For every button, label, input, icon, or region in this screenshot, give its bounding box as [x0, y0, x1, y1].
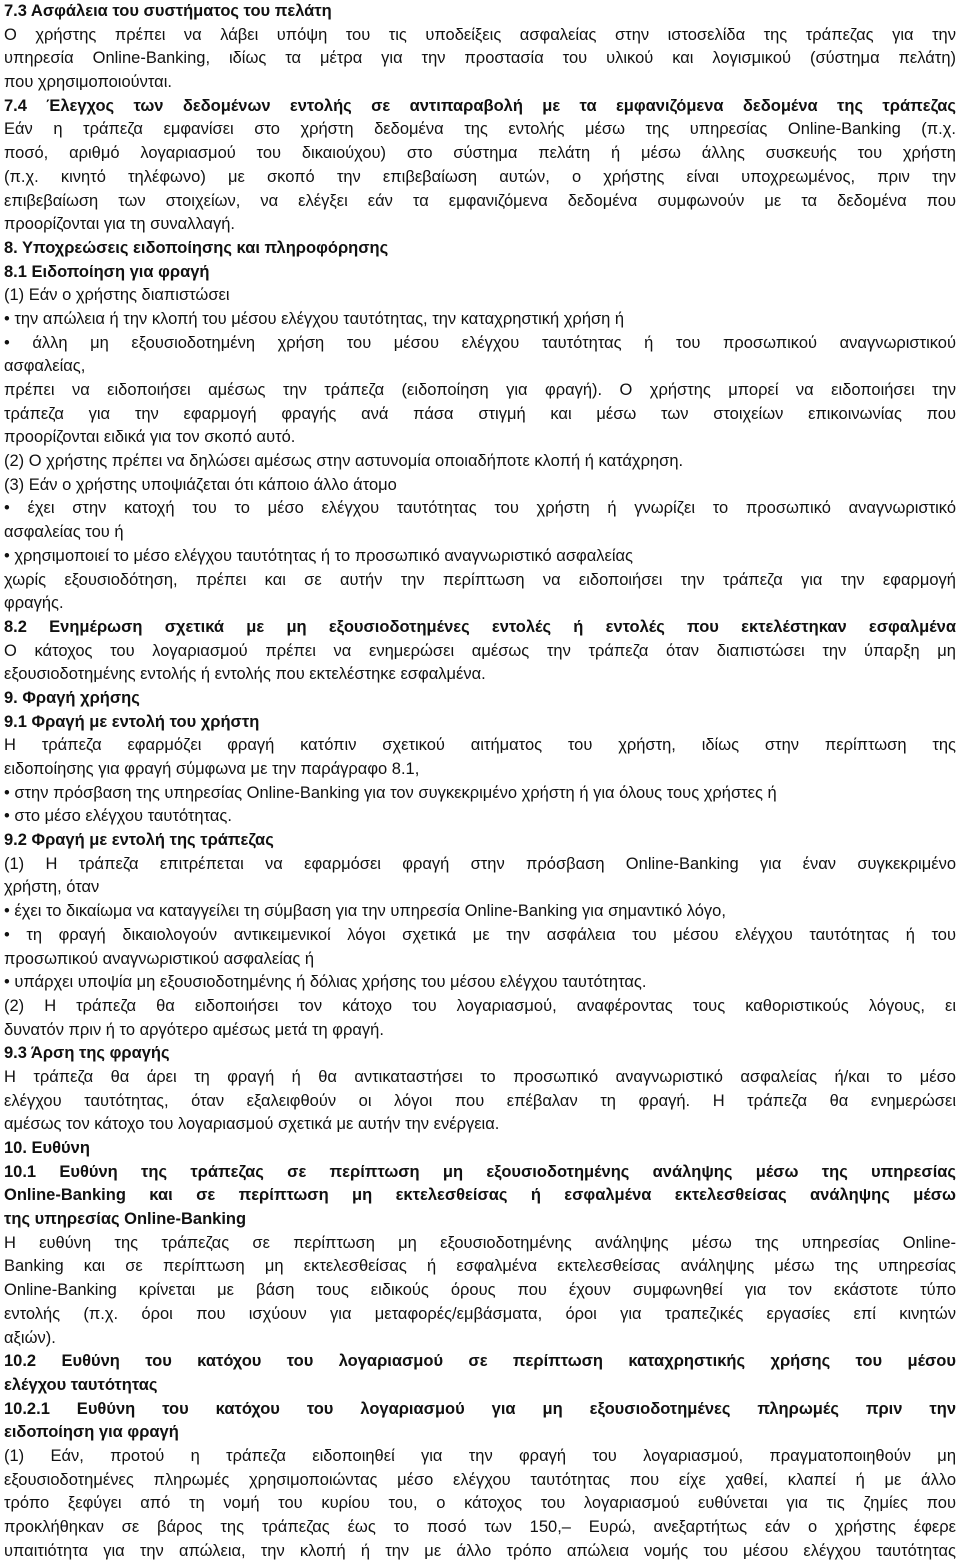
section-heading-line: 7.3 Ασφάλεια του συστήματος του πελάτη — [4, 2, 332, 20]
section-heading-line: Online-Banking και σε περίπτωση μη εκτελεσθείσας ή εσφαλμένα εκτελεσθείσας ανάληψης μέσω — [4, 1186, 956, 1205]
body-text-line: προορίζονται ειδικά για τον σκοπό αυτό. — [4, 428, 296, 447]
section-heading-line: 8. Υποχρεώσεις ειδοποίησης και πληροφόρησης — [4, 238, 389, 257]
body-text-line: που χρησιμοποιούνται. — [4, 73, 172, 92]
body-text-line: (1) Η τράπεζα επιτρέπεται να εφαρμόσει φραγή στην πρόσβαση Online-Banking για έναν συγκεκριμένο — [4, 854, 956, 873]
body-text-line: τρόπο ξεφύγει από τη νομή του κυρίου του, ο κάτοχος του λογαριασμού ευθύνεται για τις ζημίες που — [4, 1494, 956, 1513]
section-heading-line: 8.1 Ειδοποίηση για φραγή — [4, 262, 210, 281]
section-heading-line: 10.2.1 Ευθύνη του κατόχου του λογαριασμού για μη εξουσιοδοτημένες πληρωμές πριν την — [4, 1399, 956, 1418]
body-text-line: Online-Banking κρίνεται με βάση τους ειδικούς όρους που έχουν συμφωνηθεί για τον εκάστοτε τύπο — [4, 1281, 956, 1300]
body-text-line: ειδοποίησης για φραγή σύμφωνα με την παράγραφο 8.1, — [4, 760, 420, 778]
body-text-line: επιβεβαίωση των στοιχείων, να ελέγξει εάν τα εμφανιζόμενα δεδομένα συμφωνούν με τα δεδομένα που — [4, 191, 956, 210]
body-text-line: (1) Εάν ο χρήστης διαπιστώσει — [4, 286, 230, 305]
body-text-line: Banking και σε περίπτωση μη εκτελεσθείσας ή εσφαλμένα εκτελεσθείσας ανάληψης μέσω της υπηρεσίας — [4, 1257, 956, 1276]
body-text-line: υπαιτιότητα για την απώλεια, την κλοπή ή την με άλλο τρόπο απώλεια νομής του μέσου ελέγχου ταυτότητας — [4, 1541, 956, 1560]
section-heading-line: 10.2 Ευθύνη του κατόχου του λογαριασμού σε περίπτωση καταχρηστικής χρήσης του μέσου — [4, 1352, 956, 1371]
body-text-line: εξουσιοδοτημένες πληρωμές χρησιμοποιώντας μέσο ελέγχου ταυτότητας που είχε χαθεί, κλαπεί ή με άλλο — [4, 1470, 956, 1489]
body-text-line: Η τράπεζα εφαρμόζει φραγή κατόπιν σχετικού αιτήματος του χρήστη, ιδίως στην περίπτωση της — [4, 736, 956, 755]
body-text-line: προσωπικού αναγνωριστικού ασφαλείας ή — [4, 949, 315, 968]
body-text-line: Ο χρήστης πρέπει να λάβει υπόψη του τις υποδείξεις ασφαλείας στην ιστοσελίδα της τράπεζας για την — [4, 25, 956, 44]
section-heading-line: ειδοποίηση για φραγή — [4, 1423, 179, 1442]
body-text-line: δυνατόν πριν ή το αργότερο αμέσως μετά τη φραγή. — [4, 1020, 384, 1039]
body-text-line: τράπεζα για την εφαρμογή φραγής ανά πάσα στιγμή και μέσω των στοιχείων επικοινωνίας που — [4, 404, 956, 423]
body-text-line: ελέγχου ταυτότητας, όταν εξαλειφθούν οι λόγοι που επέβαλαν τη φραγή. Η τράπεζα θα ενημερώσει — [4, 1091, 956, 1110]
body-text-line: ασφαλείας του ή — [4, 523, 124, 542]
body-text-line: • υπάρχει υποψία μη εξουσιοδοτημένης ή δόλιας χρήσης του μέσου ελέγχου ταυτότητας. — [4, 973, 647, 992]
body-text-line: ποσό, αριθμό λογαριασμού του δικαιούχου) στο σύστημα πελάτη ή μέσω άλλης συσκευής του χρήστη — [4, 144, 956, 163]
body-text-line: • τη φραγή δικαιολογούν αντικειμενικοί λόγοι σχετικά με την ασφάλεια του μέσου ελέγχου ταυτότητας ή του — [4, 925, 956, 944]
body-text-line: • στην πρόσβαση της υπηρεσίας Online-Banking για τον συγκεκριμένο χρήστη ή για όλους τους χρήστες ή — [4, 783, 777, 802]
section-heading-line: 9.1 Φραγή με εντολή του χρήστη — [4, 712, 260, 731]
body-text-line: αξιών). — [4, 1328, 56, 1347]
section-heading-line: 7.4 Έλεγχος των δεδομένων εντολής σε αντιπαραβολή με τα εμφανιζόμενα δεδομένα της τράπεζας — [4, 96, 956, 115]
body-text-line: πρέπει να ειδοποιήσει αμέσως την τράπεζα (ειδοποίηση για φραγή). Ο χρήστης μπορεί να ειδοποιήσει την — [4, 381, 956, 399]
body-text-line: υπηρεσία Online-Banking, ιδίως τα μέτρα για την προστασία του υλικού και λογισμικού (σύστημα πελάτη) — [4, 49, 956, 68]
body-text-line: προκλήθηκαν σε βάρος της τράπεζας έως το ποσό των 150,– Ευρώ, ανεξαρτήτως εάν ο χρήστης έφερε — [4, 1518, 956, 1536]
body-text-line: • έχει στην κατοχή του το μέσο ελέγχου ταυτότητας του χρήστη ή γνωρίζει το προσωπικό αναγνωριστικό — [4, 499, 956, 518]
body-text-line: προορίζονται για τη συναλλαγή. — [4, 215, 235, 234]
section-heading-line: 8.2 Ενημέρωση σχετικά με μη εξουσιοδοτημένες εντολές ή εντολές που εκτελέστηκαν εσφαλμένα — [4, 617, 956, 636]
body-text-line: Εάν η τράπεζα εμφανίσει στο χρήστη δεδομένα της εντολής μέσω της υπηρεσίας Online-Banking (π.χ. — [4, 120, 956, 139]
section-heading-line: 9.2 Φραγή με εντολή της τράπεζας — [4, 831, 274, 850]
body-text-line: φραγής. — [4, 594, 64, 613]
body-text-line: Η τράπεζα θα άρει τη φραγή ή θα αντικαταστήσει το προσωπικό αναγνωριστικό ασφαλείας ή/και το μέσο — [4, 1067, 956, 1086]
body-text-line: • χρησιμοποιεί το μέσο ελέγχου ταυτότητας ή το προσωπικό αναγνωριστικό ασφαλείας — [4, 546, 634, 565]
body-text-line: χωρίς εξουσιοδότηση, πρέπει και σε αυτήν την περίπτωση να ειδοποιήσει την τράπεζα για την εφαρμογή — [4, 570, 956, 589]
body-text-line: (2) Η τράπεζα θα ειδοποιήσει τον κάτοχο του λογαριασμού, αναφέροντας τους καθοριστικούς λόγους, ει — [4, 996, 956, 1015]
section-heading-line: 10.1 Ευθύνη της τράπεζας σε περίπτωση μη εξουσιοδοτημένης ανάληψης μέσω της υπηρεσίας — [4, 1162, 956, 1181]
body-text-line: Η ευθύνη της τράπεζας σε περίπτωση μη εξουσιοδοτημένης ανάληψης μέσω της υπηρεσίας Online- — [4, 1233, 956, 1252]
body-text-line: • άλλη μη εξουσιοδοτημένη χρήση του μέσου ελέγχου ταυτότητας ή του προσωπικού αναγνωριστικού — [4, 333, 956, 352]
body-text-line: αμέσως τον κάτοχο του λογαριασμού σχετικά με αυτήν την ενέργεια. — [4, 1115, 500, 1134]
body-text-line: • στο μέσο ελέγχου ταυτότητας. — [4, 807, 232, 826]
body-text-line: Ο κάτοχος του λογαριασμού πρέπει να ενημερώσει αμέσως την τράπεζα όταν διαπιστώσει την ύπαρξη μη — [4, 641, 956, 660]
body-text-line: εξουσιοδοτημένης εντολής ή εντολής που εκτελέστηκε εσφαλμένα. — [4, 665, 486, 684]
body-text-line: (2) Ο χρήστης πρέπει να δηλώσει αμέσως στην αστυνομία οποιαδήποτε κλοπή ή κατάχρηση. — [4, 452, 684, 471]
body-text-line: • έχει το δικαίωμα να καταγγείλει τη σύμβαση για την υπηρεσία Online-Banking για σημαντικό λόγο, — [4, 902, 726, 921]
body-text-line: (3) Εάν ο χρήστης υποψιάζεται ότι κάποιο άλλο άτομο — [4, 475, 397, 494]
body-text-line: (π.χ. κινητό τηλέφωνο) με σκοπό την επιβεβαίωση αυτών, ο χρήστης είναι υποχρεωμένος, πριν την — [4, 167, 956, 186]
body-text-line: ασφαλείας, — [4, 357, 86, 376]
section-heading-line: της υπηρεσίας Online-Banking — [4, 1210, 247, 1229]
section-heading-line: 10. Ευθύνη — [4, 1139, 90, 1157]
section-heading-line: 9.3 Άρση της φραγής — [4, 1044, 170, 1063]
body-text-line: (1) Εάν, προτού η τράπεζα ειδοποιηθεί για την φραγή του λογαριασμού, πραγματοποιηθούν μη — [4, 1446, 956, 1465]
body-text-line: • την απώλεια ή την κλοπή του μέσου ελέγχου ταυτότητας, την καταχρηστική χρήση ή — [4, 309, 625, 328]
section-heading-line: 9. Φραγή χρήσης — [4, 688, 140, 707]
body-text-line: χρήστη, όταν — [4, 878, 100, 897]
section-heading-line: ελέγχου ταυτότητας — [4, 1375, 158, 1394]
body-text-line: εντολής (π.χ. όροι που ισχύουν για μεταφορές/εμβάσματα, όροι για τραπεζικές εργασίες επί κινητών — [4, 1304, 956, 1323]
